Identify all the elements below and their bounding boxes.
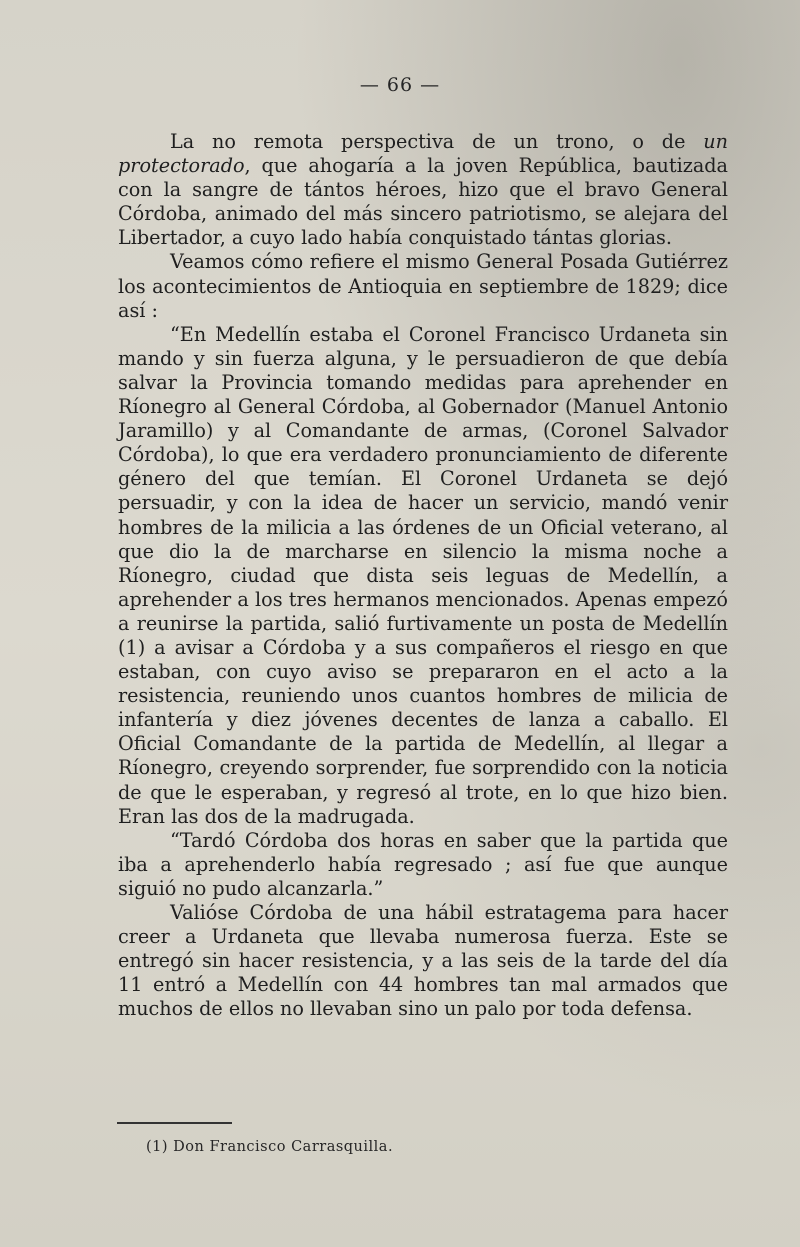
body-text	[118, 130, 728, 1021]
paragraph-1-text-after: , que ahogaría a la joven República, bautizada con la sangre de tántos héroes, hizo que el bravo General Córdoba, animado del más sincero patriotismo, se alejara del Libertador, a cuyo lado había conquistado tántas glorias.	[118, 154, 728, 250]
paragraph-2: Veamos cómo refiere el mismo General Posada Gutiérrez los acontecimientos de Antioquia en septiembre de 1829; dice así :	[118, 250, 728, 322]
paragraph-5: Valióse Córdoba de una hábil estratagema para hacer creer a Urdaneta que llevaba numerosa fuerza. Este se entregó sin hacer resistencia, y a las seis de la tarde del día 11 entró a Medellín con 44 hombres tan mal armados que muchos de ellos no llevaban sino un palo por toda defensa.	[118, 901, 728, 1021]
paragraph-1	[118, 130, 728, 250]
paragraph-1-emphasis: un protectorado	[118, 130, 728, 178]
page-number: — 66 —	[359, 74, 441, 96]
paragraph-1-text-before: La no remota perspectiva de un trono, o de	[170, 130, 704, 153]
footnote-divider	[117, 1122, 232, 1124]
paragraph-4-quote: “Tardó Córdoba dos horas en saber que la partida que iba a aprehenderlo había regresado ; así fue que aunque siguió no pudo alcanzarla.”	[118, 828, 728, 900]
paragraph-3-quote: “En Medellín estaba el Coronel Francisco Urdaneta sin mando y sin fuerza alguna, y le persuadieron de que debía salvar la Provincia tomando medidas para aprehender en Ríonegro al General Córdoba, al Gobernador (Manuel Antonio Jaramillo) y al Comandante de armas, (Coronel Salvador Córdoba), lo que era verdadero pronunciamiento de diferente género del que temían. El Coronel Urdaneta se dejó persuadir, y con la idea de hacer un servicio, mandó venir hombres de la milicia a las órdenes de un Oficial veterano, al que dio la de marcharse en silencio la misma noche a Ríonegro, ciudad que dista seis leguas de Medellín, a aprehender a los tres hermanos mencionados. Apenas empezó a reunirse la partida, salió furtivamente un posta de Medellín (1) a avisar a Córdoba y a sus compañeros el riesgo en que estaban, con cuyo aviso se prepararon en el acto a la resistencia, reuniendo unos cuantos hombres de milicia de infantería y diez jóvenes decentes de lanza a caballo. El Oficial Comandante de la partida de Medellín, al llegar a Ríonegro, creyendo sorprender, fue sorprendido con la noticia de que le esperaban, y regresó al trote, en lo que hizo bien. Eran las dos de la madrugada.	[118, 322, 728, 828]
footnote: (1) Don Francisco Carrasquilla.	[146, 1139, 394, 1155]
